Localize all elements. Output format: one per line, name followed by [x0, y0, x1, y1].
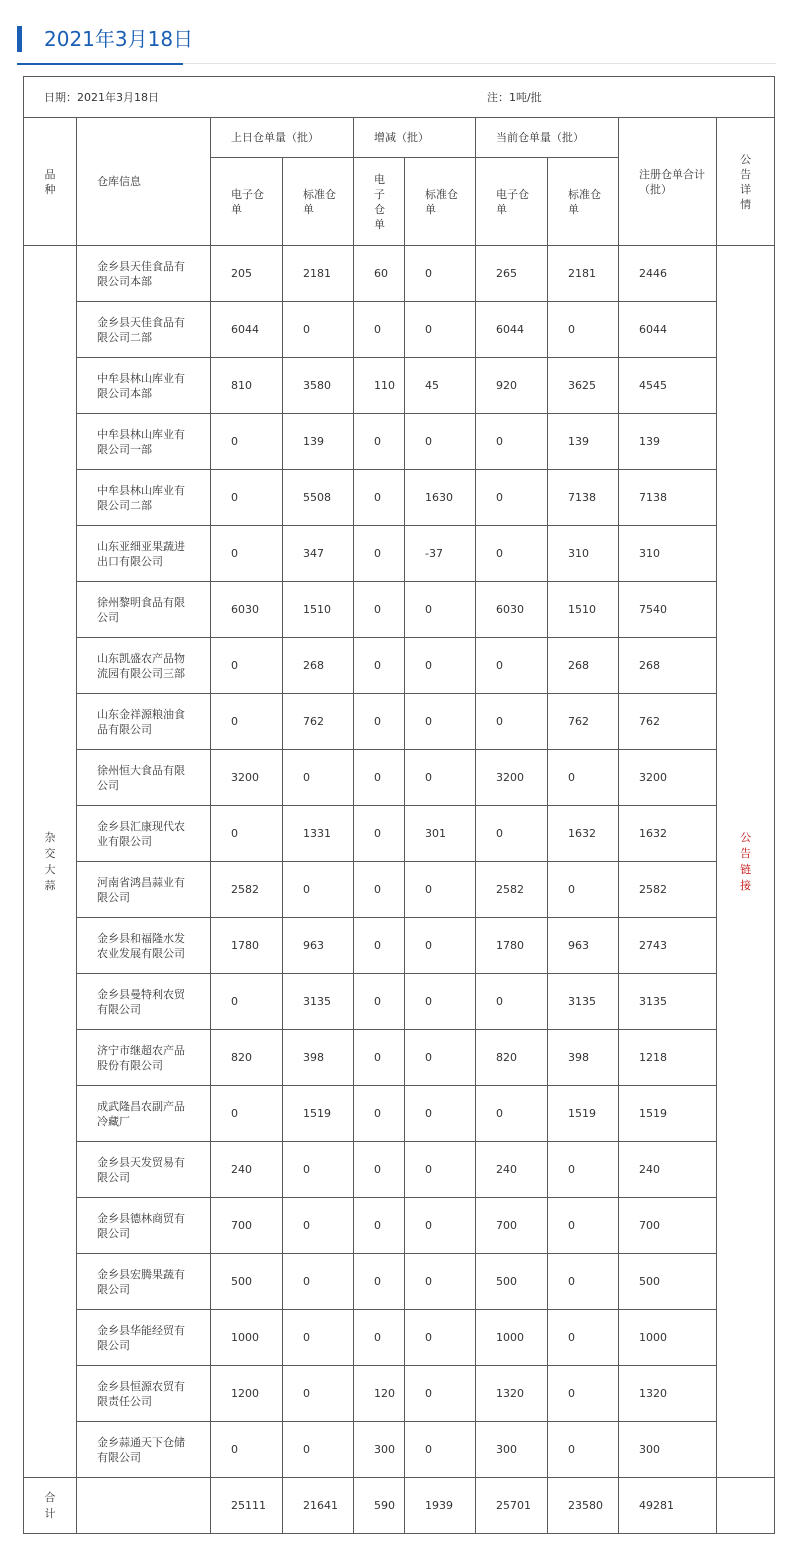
table-row: [24, 1366, 775, 1422]
value-cell-prev-e: 1780: [211, 918, 283, 974]
value-cell-prev-s: 762: [283, 694, 354, 750]
table-row: [24, 750, 775, 806]
value-cell-cur-e: 0: [476, 694, 548, 750]
value-cell-prev-e: 820: [211, 1030, 283, 1086]
value-cell-cur-e: 240: [476, 1142, 548, 1198]
value-cell-chg-e: 120: [354, 1366, 405, 1422]
value-cell-total: 300: [619, 1422, 717, 1478]
header-prev-electronic: 电子仓单: [211, 158, 283, 246]
header-variety: 品种: [24, 118, 77, 246]
table-row: [24, 470, 775, 526]
value-cell-chg-s: 0: [405, 694, 476, 750]
table-row: [24, 526, 775, 582]
value-cell-chg-s: 0: [405, 1366, 476, 1422]
value-cell-total: 139: [619, 414, 717, 470]
header-divider: [183, 63, 776, 64]
value-cell-chg-s: 0: [405, 1422, 476, 1478]
value-cell-chg-s: 0: [405, 1086, 476, 1142]
report-date: 日期：2021年3月18日: [44, 90, 159, 104]
value-cell-prev-s: 0: [283, 1422, 354, 1478]
page-title: 2021年3月18日: [44, 27, 194, 51]
value-cell-prev-s: 139: [283, 414, 354, 470]
value-cell-chg-s: 1630: [405, 470, 476, 526]
value-cell-prev-e: 0: [211, 1422, 283, 1478]
value-cell-prev-s: 0: [283, 1198, 354, 1254]
total-cell-prev-s: 21641: [283, 1478, 354, 1534]
title-underline: [17, 63, 183, 65]
value-cell-total: 762: [619, 694, 717, 750]
value-cell-prev-e: 0: [211, 414, 283, 470]
header-current-standard: 标准仓单: [548, 158, 619, 246]
warehouse-name-cell: 山东亚细亚果蔬进出口有限公司: [77, 526, 211, 582]
total-cell-cur-s: 23580: [548, 1478, 619, 1534]
value-cell-cur-e: 0: [476, 414, 548, 470]
value-cell-total: 6044: [619, 302, 717, 358]
value-cell-prev-s: 0: [283, 1310, 354, 1366]
value-cell-cur-s: 1510: [548, 582, 619, 638]
header-prev-day: 上日仓单量（批）: [211, 118, 354, 158]
value-cell-chg-s: 0: [405, 1030, 476, 1086]
value-cell-cur-e: 920: [476, 358, 548, 414]
header-change-electronic: 电子仓单: [354, 158, 405, 246]
table-row: [24, 1142, 775, 1198]
value-cell-prev-e: 6044: [211, 302, 283, 358]
value-cell-total: 3135: [619, 974, 717, 1030]
value-cell-prev-s: 0: [283, 1142, 354, 1198]
warehouse-name-cell: 徐州恒大食品有限公司: [77, 750, 211, 806]
total-cell-total: 49281: [619, 1478, 717, 1534]
value-cell-prev-s: 0: [283, 862, 354, 918]
table-row: [24, 1254, 775, 1310]
value-cell-chg-s: 0: [405, 862, 476, 918]
value-cell-cur-s: 1632: [548, 806, 619, 862]
table-row: [24, 806, 775, 862]
warehouse-name-cell: 金乡县和福隆水发农业发展有限公司: [77, 918, 211, 974]
header-row-1: [24, 118, 775, 158]
value-cell-prev-s: 398: [283, 1030, 354, 1086]
warehouse-name-cell: 山东金祥源粮油食品有限公司: [77, 694, 211, 750]
value-cell-cur-s: 398: [548, 1030, 619, 1086]
header-registered-total: 注册仓单合计（批）: [619, 118, 717, 246]
value-cell-total: 268: [619, 638, 717, 694]
value-cell-cur-e: 0: [476, 806, 548, 862]
value-cell-chg-e: 0: [354, 750, 405, 806]
total-cell-chg-e: 590: [354, 1478, 405, 1534]
warehouse-name-cell: 中牟县林山库业有限公司二部: [77, 470, 211, 526]
header-notice-detail: 公告详情: [717, 118, 775, 246]
header-current-electronic: 电子仓单: [476, 158, 548, 246]
value-cell-cur-s: 0: [548, 1198, 619, 1254]
warehouse-name-cell: 金乡县曼特利农贸有限公司: [77, 974, 211, 1030]
value-cell-prev-s: 0: [283, 302, 354, 358]
value-cell-chg-e: 60: [354, 246, 405, 302]
value-cell-prev-e: 1200: [211, 1366, 283, 1422]
value-cell-cur-s: 0: [548, 1254, 619, 1310]
value-cell-cur-e: 3200: [476, 750, 548, 806]
value-cell-prev-s: 3135: [283, 974, 354, 1030]
value-cell-cur-e: 1320: [476, 1366, 548, 1422]
warehouse-name-cell: 徐州黎明食品有限公司: [77, 582, 211, 638]
total-cell-prev-e: 25111: [211, 1478, 283, 1534]
value-cell-cur-s: 268: [548, 638, 619, 694]
table-row: [24, 918, 775, 974]
table-row: [24, 582, 775, 638]
value-cell-chg-e: 0: [354, 1198, 405, 1254]
value-cell-total: 500: [619, 1254, 717, 1310]
value-cell-cur-s: 0: [548, 302, 619, 358]
unit-note: 注：1吨/批: [487, 90, 542, 104]
table-row: [24, 1086, 775, 1142]
value-cell-chg-s: 0: [405, 246, 476, 302]
value-cell-chg-e: 0: [354, 526, 405, 582]
notice-link[interactable]: 公告链接: [740, 830, 752, 892]
variety-cell: 杂交大蒜: [24, 246, 77, 1478]
value-cell-chg-e: 0: [354, 1254, 405, 1310]
value-cell-prev-s: 2181: [283, 246, 354, 302]
value-cell-chg-s: 301: [405, 806, 476, 862]
table-row: [24, 414, 775, 470]
warehouse-name-cell: 金乡县华能经贸有限公司: [77, 1310, 211, 1366]
warehouse-name-cell: 山东凯盛农产品物流园有限公司三部: [77, 638, 211, 694]
header-warehouse: 仓库信息: [77, 118, 211, 246]
total-label: 合计: [24, 1478, 77, 1534]
table-row: [24, 1422, 775, 1478]
value-cell-chg-e: 0: [354, 1142, 405, 1198]
value-cell-chg-s: 45: [405, 358, 476, 414]
value-cell-prev-e: 0: [211, 974, 283, 1030]
value-cell-cur-s: 0: [548, 1310, 619, 1366]
value-cell-total: 1519: [619, 1086, 717, 1142]
value-cell-total: 7540: [619, 582, 717, 638]
table-row: [24, 358, 775, 414]
value-cell-prev-e: 0: [211, 638, 283, 694]
value-cell-prev-s: 3580: [283, 358, 354, 414]
value-cell-chg-s: 0: [405, 974, 476, 1030]
value-cell-chg-s: 0: [405, 918, 476, 974]
warehouse-name-cell: 金乡县天佳食品有限公司本部: [77, 246, 211, 302]
value-cell-cur-s: 0: [548, 1422, 619, 1478]
table-row: [24, 1198, 775, 1254]
value-cell-cur-e: 0: [476, 974, 548, 1030]
title-accent-bar: [17, 26, 22, 52]
warehouse-name-cell: 金乡县德林商贸有限公司: [77, 1198, 211, 1254]
value-cell-chg-s: 0: [405, 414, 476, 470]
value-cell-prev-e: 500: [211, 1254, 283, 1310]
value-cell-prev-s: 347: [283, 526, 354, 582]
value-cell-cur-e: 820: [476, 1030, 548, 1086]
value-cell-total: 3200: [619, 750, 717, 806]
total-empty-cell: [77, 1478, 211, 1534]
value-cell-chg-e: 0: [354, 582, 405, 638]
warehouse-name-cell: 济宁市继超农产品股份有限公司: [77, 1030, 211, 1086]
info-row: [24, 77, 775, 118]
value-cell-cur-e: 2582: [476, 862, 548, 918]
value-cell-prev-e: 3200: [211, 750, 283, 806]
value-cell-chg-s: 0: [405, 1310, 476, 1366]
table-row: [24, 246, 775, 302]
value-cell-prev-e: 1000: [211, 1310, 283, 1366]
value-cell-prev-e: 0: [211, 526, 283, 582]
value-cell-chg-e: 0: [354, 806, 405, 862]
value-cell-prev-s: 1510: [283, 582, 354, 638]
table-row: [24, 1030, 775, 1086]
value-cell-total: 310: [619, 526, 717, 582]
value-cell-chg-s: 0: [405, 582, 476, 638]
value-cell-total: 2582: [619, 862, 717, 918]
value-cell-cur-e: 6030: [476, 582, 548, 638]
value-cell-chg-e: 0: [354, 414, 405, 470]
value-cell-chg-e: 0: [354, 918, 405, 974]
header-change-standard: 标准仓单: [405, 158, 476, 246]
value-cell-chg-e: 300: [354, 1422, 405, 1478]
value-cell-prev-s: 5508: [283, 470, 354, 526]
value-cell-chg-e: 0: [354, 638, 405, 694]
value-cell-prev-e: 240: [211, 1142, 283, 1198]
value-cell-cur-e: 1780: [476, 918, 548, 974]
value-cell-prev-e: 700: [211, 1198, 283, 1254]
value-cell-chg-e: 0: [354, 862, 405, 918]
value-cell-prev-e: 2582: [211, 862, 283, 918]
value-cell-chg-s: -37: [405, 526, 476, 582]
value-cell-total: 2446: [619, 246, 717, 302]
warehouse-name-cell: 金乡县宏腾果蔬有限公司: [77, 1254, 211, 1310]
header-prev-standard: 标准仓单: [283, 158, 354, 246]
value-cell-prev-e: 0: [211, 1086, 283, 1142]
value-cell-cur-s: 7138: [548, 470, 619, 526]
value-cell-prev-e: 0: [211, 694, 283, 750]
value-cell-total: 1000: [619, 1310, 717, 1366]
value-cell-cur-e: 500: [476, 1254, 548, 1310]
value-cell-cur-e: 6044: [476, 302, 548, 358]
value-cell-cur-s: 0: [548, 1142, 619, 1198]
value-cell-prev-e: 6030: [211, 582, 283, 638]
value-cell-total: 2743: [619, 918, 717, 974]
total-cell-chg-s: 1939: [405, 1478, 476, 1534]
warehouse-name-cell: 金乡县恒源农贸有限责任公司: [77, 1366, 211, 1422]
total-empty-cell: [717, 1478, 775, 1534]
value-cell-total: 7138: [619, 470, 717, 526]
value-cell-chg-e: 0: [354, 694, 405, 750]
table-row: [24, 862, 775, 918]
value-cell-prev-e: 205: [211, 246, 283, 302]
total-cell-cur-e: 25701: [476, 1478, 548, 1534]
value-cell-prev-s: 268: [283, 638, 354, 694]
total-row: [24, 1478, 775, 1534]
value-cell-total: 1320: [619, 1366, 717, 1422]
value-cell-cur-e: 1000: [476, 1310, 548, 1366]
notice-link-cell: [717, 246, 775, 1478]
value-cell-cur-s: 762: [548, 694, 619, 750]
value-cell-prev-s: 0: [283, 750, 354, 806]
value-cell-total: 4545: [619, 358, 717, 414]
value-cell-cur-e: 0: [476, 470, 548, 526]
value-cell-chg-s: 0: [405, 638, 476, 694]
value-cell-cur-e: 300: [476, 1422, 548, 1478]
value-cell-chg-s: 0: [405, 750, 476, 806]
value-cell-chg-s: 0: [405, 1198, 476, 1254]
warehouse-name-cell: 中牟县林山库业有限公司一部: [77, 414, 211, 470]
value-cell-cur-e: 0: [476, 638, 548, 694]
value-cell-total: 700: [619, 1198, 717, 1254]
header-current: 当前仓单量（批）: [476, 118, 619, 158]
table-row: [24, 302, 775, 358]
value-cell-chg-s: 0: [405, 302, 476, 358]
value-cell-chg-e: 0: [354, 1086, 405, 1142]
warehouse-name-cell: 中牟县林山库业有限公司本部: [77, 358, 211, 414]
warehouse-receipt-table: [23, 76, 775, 1534]
value-cell-chg-e: 0: [354, 1310, 405, 1366]
value-cell-prev-s: 1331: [283, 806, 354, 862]
value-cell-chg-e: 0: [354, 1030, 405, 1086]
value-cell-total: 1218: [619, 1030, 717, 1086]
value-cell-cur-s: 0: [548, 750, 619, 806]
value-cell-cur-e: 700: [476, 1198, 548, 1254]
table-row: [24, 694, 775, 750]
table-row: [24, 638, 775, 694]
value-cell-chg-e: 110: [354, 358, 405, 414]
table-row: [24, 1310, 775, 1366]
value-cell-prev-s: 0: [283, 1254, 354, 1310]
value-cell-cur-s: 3625: [548, 358, 619, 414]
value-cell-cur-s: 1519: [548, 1086, 619, 1142]
warehouse-name-cell: 金乡县天佳食品有限公司二部: [77, 302, 211, 358]
value-cell-prev-e: 0: [211, 470, 283, 526]
value-cell-chg-e: 0: [354, 470, 405, 526]
value-cell-prev-s: 1519: [283, 1086, 354, 1142]
warehouse-name-cell: 金乡县天发贸易有限公司: [77, 1142, 211, 1198]
warehouse-name-cell: 成武隆昌农副产品冷藏厂: [77, 1086, 211, 1142]
warehouse-name-cell: 河南省鸿昌蒜业有限公司: [77, 862, 211, 918]
value-cell-cur-s: 2181: [548, 246, 619, 302]
table-row: [24, 974, 775, 1030]
value-cell-total: 240: [619, 1142, 717, 1198]
value-cell-prev-s: 963: [283, 918, 354, 974]
value-cell-chg-e: 0: [354, 302, 405, 358]
info-cell: [24, 77, 775, 118]
value-cell-cur-s: 3135: [548, 974, 619, 1030]
value-cell-cur-e: 265: [476, 246, 548, 302]
value-cell-cur-s: 139: [548, 414, 619, 470]
value-cell-cur-s: 0: [548, 1366, 619, 1422]
value-cell-prev-e: 810: [211, 358, 283, 414]
value-cell-prev-s: 0: [283, 1366, 354, 1422]
warehouse-name-cell: 金乡县汇康现代农业有限公司: [77, 806, 211, 862]
value-cell-cur-s: 310: [548, 526, 619, 582]
value-cell-cur-e: 0: [476, 526, 548, 582]
value-cell-total: 1632: [619, 806, 717, 862]
value-cell-prev-e: 0: [211, 806, 283, 862]
page-header: [0, 0, 800, 64]
value-cell-cur-s: 0: [548, 862, 619, 918]
value-cell-chg-s: 0: [405, 1142, 476, 1198]
value-cell-cur-e: 0: [476, 1086, 548, 1142]
value-cell-chg-e: 0: [354, 974, 405, 1030]
value-cell-cur-s: 963: [548, 918, 619, 974]
value-cell-chg-s: 0: [405, 1254, 476, 1310]
warehouse-name-cell: 金乡蒜通天下仓储有限公司: [77, 1422, 211, 1478]
header-change: 增减（批）: [354, 118, 476, 158]
